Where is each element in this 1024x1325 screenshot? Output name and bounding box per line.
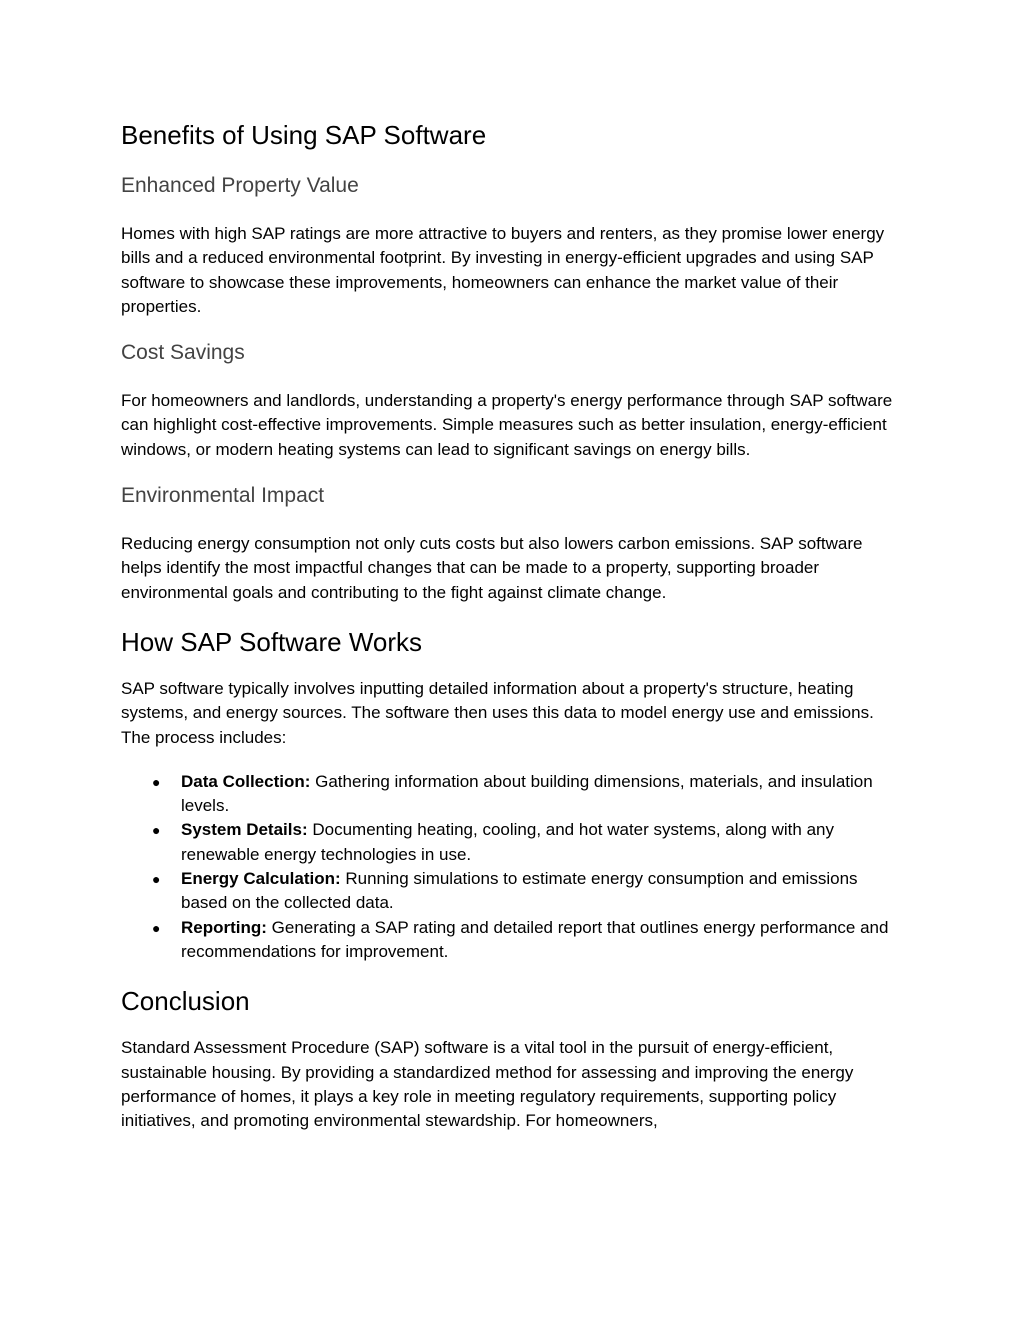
conclusion-title: Conclusion <box>121 986 250 1017</box>
environmental-heading: Environmental Impact <box>121 484 325 508</box>
benefits-title: Benefits of Using SAP Software <box>121 120 487 150</box>
list-item-desc: Running simulations to estimate energy consumption and emissions based on the collected data. <box>181 869 858 913</box>
list-item-desc: Gathering information about building dimensions, materials, and insulation levels. <box>181 771 873 816</box>
list-item <box>152 916 904 965</box>
cost-savings-heading: Cost Savings <box>121 341 245 365</box>
process-list <box>121 770 904 964</box>
bullet-icon: ● <box>152 822 161 839</box>
list-item-term: Reporting: <box>181 917 267 937</box>
property-value-heading: Enhanced Property Value <box>121 174 359 197</box>
list-item-term: Energy Calculation: <box>181 869 341 889</box>
list-item-desc: Generating a SAP rating and detailed report that outlines energy performance and recommendations for improvement. <box>181 917 889 961</box>
environmental-paragraph: Reducing energy consumption not only cuts costs but also lowers carbon emissions. SAP software helps identify the most impactful changes that can be made to a property, supporting broader environmental goals and contributing to the fight against climate change. <box>121 534 863 602</box>
list-item <box>152 867 904 916</box>
list-item-term: System Details: <box>181 820 308 840</box>
bullet-icon: ● <box>152 919 161 936</box>
how-works-title: How SAP Software Works <box>121 626 423 657</box>
list-item-term: Data Collection: <box>181 771 311 791</box>
cost-savings-paragraph: For homeowners and landlords, understanding a property's energy performance through SAP software can highlight cost-effective improvements. Simple measures such as better insulation, energy-efficient windows, or modern heating systems can lead to significant savings on energy bills. <box>121 391 893 459</box>
list-item <box>152 770 904 819</box>
list-item-desc: Documenting heating, cooling, and hot water systems, along with any renewable energy technologies in use. <box>181 820 834 864</box>
bullet-icon: ● <box>152 871 161 888</box>
list-item <box>152 818 904 867</box>
property-value-paragraph: Homes with high SAP ratings are more attractive to buyers and renters, as they promise lower energy bills and a reduced environmental footprint. By investing in energy-efficient upgrades and using SAP software to showcase these improvements, homeowners can enhance the market value of their properties. <box>121 224 885 316</box>
bullet-icon: ● <box>152 773 161 790</box>
how-works-intro: SAP software typically involves inputting detailed information about a property's structure, heating systems, and energy sources. The software then uses this data to model energy use and emissions. The process includes: <box>121 678 874 747</box>
conclusion-paragraph: Standard Assessment Procedure (SAP) software is a vital tool in the pursuit of energy-efficient, sustainable housing. By providing a standardized method for assessing and improving the energy performance of homes, it plays a key role in meeting regulatory requirements, supporting policy initiatives, and promoting environmental stewardship. For homeowners, <box>121 1038 854 1131</box>
